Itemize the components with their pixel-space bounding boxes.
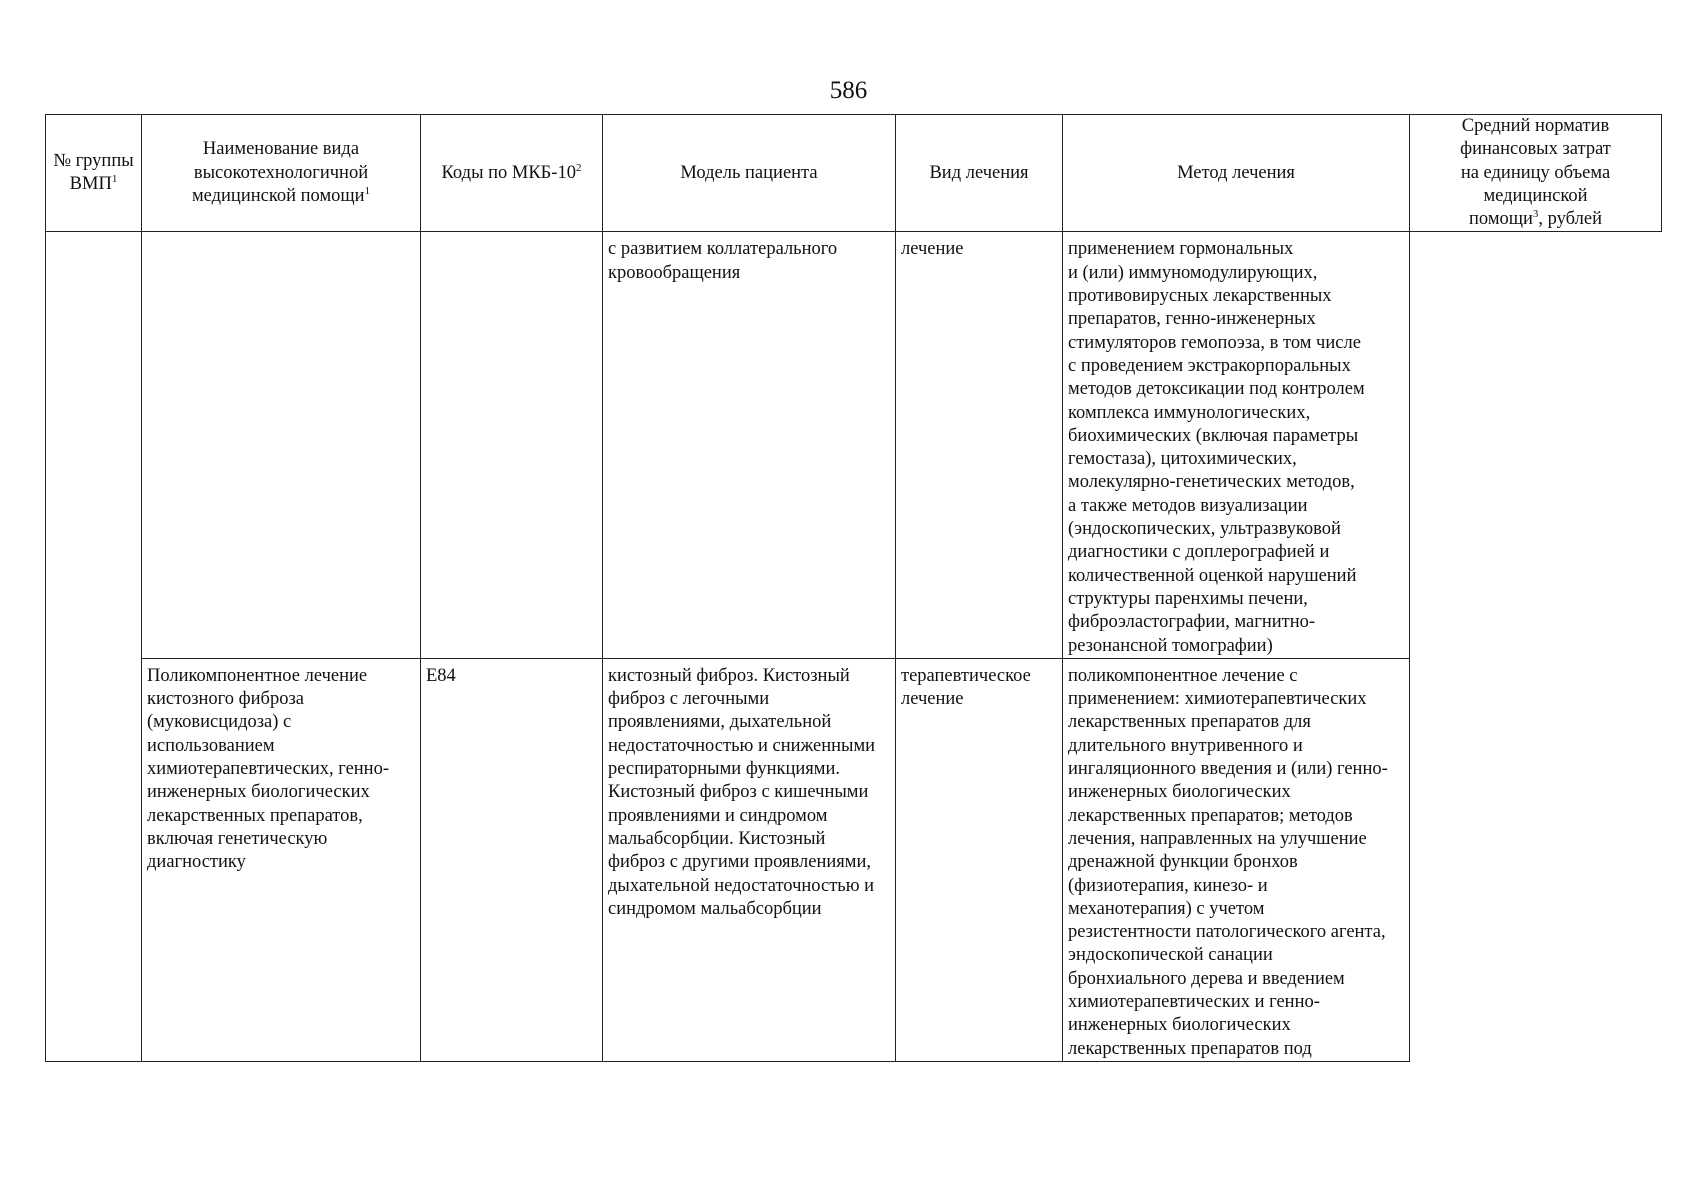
cell-line: лекарственных препаратов под bbox=[1068, 1038, 1312, 1059]
header-line bbox=[606, 162, 892, 185]
cell-line: дыхательной недостаточностью и bbox=[608, 875, 875, 896]
cell-line: (муковисцидоза) с bbox=[147, 712, 292, 733]
header-text bbox=[421, 162, 602, 185]
header-line bbox=[424, 162, 599, 185]
header-line-text: Средний норматив bbox=[1461, 116, 1610, 136]
cell-line: поликомпонентное лечение с bbox=[1068, 665, 1298, 686]
cell-line: механотерапия) с учетом bbox=[1068, 898, 1265, 919]
cell-line: лечения, направленных на улучшение bbox=[1068, 828, 1367, 849]
header-line bbox=[1413, 185, 1658, 208]
footnote-marker: 3 bbox=[1532, 208, 1539, 221]
cell-treatment-type bbox=[896, 232, 1063, 658]
header-care-type-name bbox=[142, 115, 421, 232]
cell-line: химиотерапевтических и генно- bbox=[1068, 991, 1320, 1012]
cell-line: структуры паренхимы печени, bbox=[1068, 588, 1308, 609]
header-line bbox=[1066, 162, 1406, 185]
cell-line: терапевтическое bbox=[901, 665, 1031, 686]
table-row bbox=[46, 658, 1662, 1061]
cell-line: инженерных биологических bbox=[1068, 782, 1291, 803]
header-line-text: № группы bbox=[53, 150, 134, 171]
header-line-text: на единицу объема bbox=[1460, 162, 1611, 183]
page-number: 586 bbox=[829, 77, 868, 104]
cell-line: и (или) иммуномодулирующих, bbox=[1068, 262, 1318, 283]
cell-patient-model bbox=[603, 232, 896, 658]
cell-line: лекарственных препаратов, bbox=[147, 805, 363, 826]
table-header-row bbox=[46, 115, 1662, 232]
cell-line: недостаточностью и сниженными bbox=[608, 735, 876, 756]
cell-line: кистозного фиброза bbox=[147, 689, 304, 710]
cell-treatment-method bbox=[1063, 658, 1410, 1061]
cell-line: фиброэластографии, магнитно- bbox=[1068, 612, 1316, 633]
header-line-text: финансовых затрат bbox=[1460, 139, 1611, 160]
cell-line: препаратов, генно-инженерных bbox=[1068, 309, 1316, 330]
cell-line: бронхиального дерева и введением bbox=[1068, 968, 1345, 989]
cell-line: E84 bbox=[426, 665, 456, 686]
cell-line: применением гормональных bbox=[1068, 239, 1294, 260]
cell-treatment-type bbox=[896, 658, 1063, 1061]
header-text bbox=[896, 162, 1062, 185]
cell-line: гемостаза), цитохимических, bbox=[1068, 449, 1297, 470]
cell-text bbox=[142, 232, 420, 238]
header-suffix: , рублей bbox=[1538, 209, 1602, 230]
cell-line: резонансной томографии) bbox=[1068, 635, 1273, 656]
cell-line: инженерных биологических bbox=[1068, 1015, 1291, 1036]
cell-group-number bbox=[46, 232, 142, 1061]
header-text bbox=[142, 138, 420, 208]
cell-text bbox=[142, 659, 420, 875]
header-line bbox=[49, 173, 138, 196]
cell-line: противовирусных лекарственных bbox=[1068, 286, 1332, 307]
footnote-marker: 1 bbox=[111, 173, 118, 186]
header-line bbox=[1413, 208, 1658, 231]
cell-patient-model bbox=[603, 658, 896, 1061]
cell-line: респираторными функциями. bbox=[608, 759, 841, 780]
header-line-text: Модель пациента bbox=[680, 162, 818, 183]
cell-line: диагностики с доплерографией и bbox=[1068, 542, 1330, 563]
cell-line: молекулярно-генетических методов, bbox=[1068, 472, 1355, 493]
header-line bbox=[145, 162, 417, 185]
header-line-text: высокотехнологичной bbox=[193, 162, 369, 183]
header-text bbox=[603, 162, 895, 185]
header-line-text: Коды по МКБ-10 bbox=[441, 162, 576, 183]
header-text bbox=[46, 150, 141, 197]
header-line bbox=[145, 185, 417, 208]
cell-line: кистозный фиброз. Кистозный bbox=[608, 665, 850, 686]
header-treatment-type bbox=[896, 115, 1063, 232]
header-line bbox=[1413, 138, 1658, 161]
cell-line: ингаляционного введения и (или) генно- bbox=[1068, 759, 1388, 780]
cell-line: лекарственных препаратов для bbox=[1068, 712, 1311, 733]
cell-line: лечение bbox=[901, 689, 964, 710]
cell-text bbox=[421, 232, 602, 238]
cell-line: инженерных биологических bbox=[147, 782, 370, 803]
cell-line: методов детоксикации под контролем bbox=[1068, 379, 1365, 400]
cell-line: фиброз с другими проявлениями, bbox=[608, 852, 871, 873]
cell-line: Кистозный фиброз с кишечными bbox=[608, 782, 869, 803]
table-body bbox=[46, 232, 1662, 1061]
header-line bbox=[1413, 115, 1658, 138]
cell-line: стимуляторов гемопоэза, в том числе bbox=[1068, 332, 1361, 353]
header-patient-model bbox=[603, 115, 896, 232]
cell-line: резистентности патологического агента, bbox=[1068, 922, 1386, 943]
cell-line: количественной оценкой нарушений bbox=[1068, 565, 1357, 586]
cell-line: эндоскопической санации bbox=[1068, 945, 1273, 966]
cell-line: длительного внутривенного и bbox=[1068, 735, 1303, 756]
cell-text bbox=[896, 659, 1062, 712]
cell-care-type-name bbox=[142, 232, 421, 658]
cell-line: с проведением экстракорпоральных bbox=[1068, 355, 1351, 376]
header-icd10-codes bbox=[421, 115, 603, 232]
cell-care-type-name bbox=[142, 658, 421, 1061]
cell-line: применением: химиотерапевтических bbox=[1068, 689, 1367, 710]
cell-text bbox=[603, 659, 895, 921]
cell-icd10-codes bbox=[421, 232, 603, 658]
cell-line: включая генетическую bbox=[147, 828, 328, 849]
vmp-table bbox=[45, 114, 1662, 1062]
cell-treatment-method bbox=[1063, 232, 1410, 658]
header-line-text: медицинской bbox=[1483, 185, 1588, 206]
cell-text bbox=[603, 232, 895, 285]
header-line-text: Метод лечения bbox=[1177, 162, 1295, 183]
cell-line: фиброз с легочными bbox=[608, 689, 770, 710]
cell-line: кровообращения bbox=[608, 262, 741, 283]
cell-text bbox=[896, 232, 1062, 261]
cell-line: а также методов визуализации bbox=[1068, 495, 1308, 516]
cell-line: синдромом мальабсорбции bbox=[608, 898, 822, 919]
footnote-marker: 1 bbox=[364, 184, 371, 197]
header-line bbox=[49, 150, 138, 173]
header-cost-standard bbox=[1410, 115, 1662, 232]
cell-line: лечение bbox=[901, 239, 964, 260]
cell-line: комплекса иммунологических, bbox=[1068, 402, 1311, 423]
cell-line: проявлениями и синдромом bbox=[608, 805, 828, 826]
cell-line: (физиотерапия, кинезо- и bbox=[1068, 875, 1268, 896]
cell-line: использованием bbox=[147, 735, 275, 756]
header-line-text: Вид лечения bbox=[929, 162, 1029, 183]
cell-line: с развитием коллатерального bbox=[608, 239, 838, 260]
header-text bbox=[1063, 162, 1409, 185]
cell-line: мальабсорбции. Кистозный bbox=[608, 828, 826, 849]
header-line bbox=[899, 162, 1059, 185]
cell-line: биохимических (включая параметры bbox=[1068, 425, 1359, 446]
cell-icd10-codes bbox=[421, 658, 603, 1061]
header-text bbox=[1410, 115, 1661, 231]
cell-text bbox=[421, 659, 602, 688]
header-line bbox=[1413, 162, 1658, 185]
header-treatment-method bbox=[1063, 115, 1410, 232]
header-line-text: Наименование вида bbox=[202, 139, 360, 160]
cell-line: Поликомпонентное лечение bbox=[147, 665, 368, 686]
cell-text bbox=[1063, 232, 1409, 657]
cell-text bbox=[1063, 659, 1409, 1061]
cell-line: диагностику bbox=[147, 852, 246, 873]
table-row bbox=[46, 232, 1662, 658]
header-line-text: помощи bbox=[1469, 209, 1533, 230]
header-line bbox=[145, 138, 417, 161]
footnote-marker: 2 bbox=[575, 161, 582, 174]
cell-line: лекарственных препаратов; методов bbox=[1068, 805, 1353, 826]
cell-text bbox=[46, 232, 141, 238]
cell-line: дренажной функции бронхов bbox=[1068, 852, 1298, 873]
cell-line: проявлениями, дыхательной bbox=[608, 712, 832, 733]
header-line-text: медицинской помощи bbox=[191, 185, 365, 206]
cell-line: химиотерапевтических, генно- bbox=[147, 759, 389, 780]
header-group-number bbox=[46, 115, 142, 232]
cell-line: (эндоскопических, ультразвуковой bbox=[1068, 519, 1341, 540]
header-line-text: ВМП bbox=[69, 174, 112, 195]
